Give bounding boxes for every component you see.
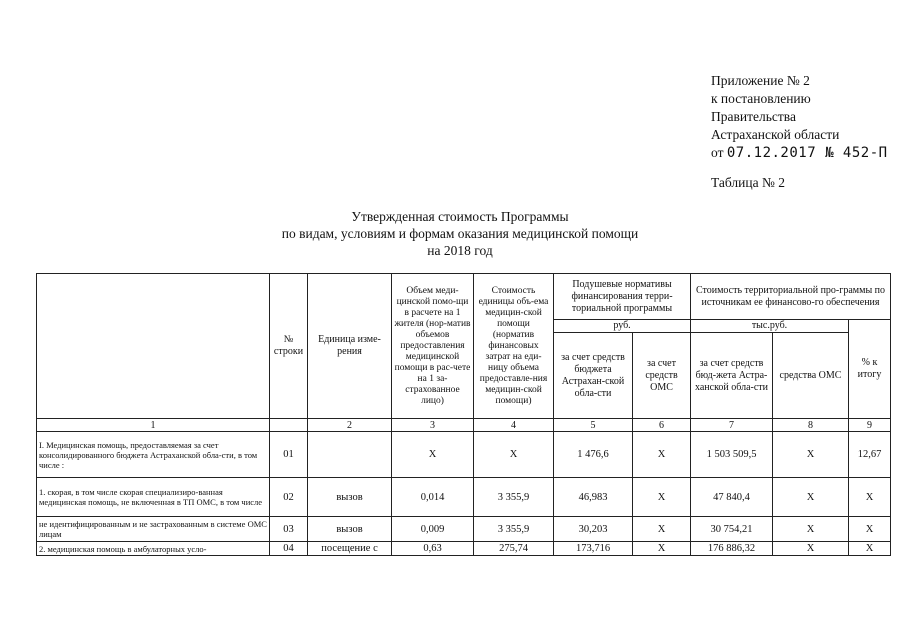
row-percent: Х: [849, 517, 891, 542]
row-oms-rub: Х: [633, 542, 691, 556]
column-number-blank: [270, 419, 308, 432]
row-number: 03: [270, 517, 308, 542]
column-number-3: 3: [392, 419, 474, 432]
table-row: [37, 478, 891, 517]
title-line-3: на 2018 год: [427, 243, 493, 258]
row-volume: 0,009: [392, 517, 474, 542]
column-number-row: [37, 419, 891, 432]
appendix-block: [711, 72, 888, 162]
row-budget-thous: 30 754,21: [691, 517, 773, 542]
header-oms-thous: средства ОМС: [773, 333, 849, 419]
row-percent: Х: [849, 478, 891, 517]
row-oms-thous: Х: [773, 478, 849, 517]
row-budget-rub: 30,203: [554, 517, 633, 542]
row-name: не идентифицированным и не застрахованным в системе ОМС лицам: [37, 517, 270, 542]
title-line-2: по видам, условиям и формам оказания медицинской помощи: [281, 226, 639, 241]
cost-table: [36, 273, 891, 556]
row-unit: [308, 432, 392, 478]
table-row: [37, 542, 891, 556]
row-unit-cost: 3 355,9: [474, 478, 554, 517]
header-per-capita-unit: руб.: [554, 320, 691, 333]
table-label: Таблица № 2: [711, 175, 785, 190]
table-row: [37, 517, 891, 542]
row-budget-rub: 1 476,6: [554, 432, 633, 478]
column-number-5: 5: [554, 419, 633, 432]
row-name: I. Медицинская помощь, предоставляемая за счет консолидированного бюджета Астраханской обла-сти, в том числе :: [37, 432, 270, 478]
row-oms-rub: Х: [633, 478, 691, 517]
appendix-order-number: 07.12.2017 № 452-П: [726, 145, 888, 161]
appendix-line-2: к постановлению: [711, 91, 811, 106]
column-number-9: 9: [849, 419, 891, 432]
column-number-2: 2: [308, 419, 392, 432]
row-budget-rub: 46,983: [554, 478, 633, 517]
header-row-number: № строки: [270, 274, 308, 419]
row-number: 01: [270, 432, 308, 478]
header-percent: % к итогу: [849, 320, 891, 419]
row-oms-thous: Х: [773, 542, 849, 556]
row-budget-thous: 1 503 509,5: [691, 432, 773, 478]
column-number-4: 4: [474, 419, 554, 432]
row-budget-thous: 47 840,4: [691, 478, 773, 517]
column-number-6: 6: [633, 419, 691, 432]
header-oms-rub: за счет средств ОМС: [633, 333, 691, 419]
row-unit: вызов: [308, 478, 392, 517]
row-volume: Х: [392, 432, 474, 478]
title-line-1: Утвержденная стоимость Программы: [351, 209, 569, 224]
row-percent: 12,67: [849, 432, 891, 478]
row-oms-thous: Х: [773, 517, 849, 542]
column-number-1: 1: [37, 419, 270, 432]
row-number: 04: [270, 542, 308, 556]
row-unit: вызов: [308, 517, 392, 542]
header-empty-cell: [37, 274, 270, 419]
row-percent: Х: [849, 542, 891, 556]
column-number-7: 7: [691, 419, 773, 432]
appendix-date: [711, 144, 888, 162]
appendix-line-1: Приложение № 2: [711, 73, 810, 88]
header-cost-unit: тыс.руб.: [691, 320, 849, 333]
row-volume: 0,014: [392, 478, 474, 517]
header-volume: Объем меди-цинской помо-щи в расчете на 1 жителя (нор-матив объемов предоставления медицинской помощи в рас-чете на 1 за-страхованное лицо): [392, 274, 474, 419]
column-number-8: 8: [773, 419, 849, 432]
row-number: 02: [270, 478, 308, 517]
header-budget-thous: за счет средств бюд-жета Астра-ханской обла-сти: [691, 333, 773, 419]
appendix-line-3: Правительства: [711, 109, 796, 124]
header-budget-rub: за счет средств бюджета Астрахан-ской обла-сти: [554, 333, 633, 419]
header-unit-cost: Стоимость единицы объ-ема медицин-ской помощи (норматив финансовых затрат на еди-ницу объема предоставле-ния медицин-ской помощи): [474, 274, 554, 419]
row-oms-rub: Х: [633, 517, 691, 542]
row-budget-rub: 173,716: [554, 542, 633, 556]
row-volume: 0,63: [392, 542, 474, 556]
row-budget-thous: 176 886,32: [691, 542, 773, 556]
row-unit: посещение с: [308, 542, 392, 556]
row-unit-cost: Х: [474, 432, 554, 478]
appendix-line-4: Астраханской области: [711, 127, 840, 142]
document-title: [200, 208, 720, 259]
row-name: 2. медицинская помощь в амбулаторных усло-: [37, 542, 270, 556]
row-oms-thous: Х: [773, 432, 849, 478]
row-oms-rub: Х: [633, 432, 691, 478]
row-name: 1. скорая, в том числе скорая специализиро-ванная медицинская помощь, не включенная в ТП ОМС, в том числе: [37, 478, 270, 517]
table-row: [37, 432, 891, 478]
row-unit-cost: 275,74: [474, 542, 554, 556]
header-per-capita-group: Подушевые нормативы финансирования терри-ториальной программы: [554, 274, 691, 320]
row-unit-cost: 3 355,9: [474, 517, 554, 542]
header-cost-group: Стоимость территориальной про-граммы по источникам ее финансово-го обеспечения: [691, 274, 891, 320]
header-unit: Единица изме-рения: [308, 274, 392, 419]
appendix-date-prefix: от: [711, 145, 724, 160]
